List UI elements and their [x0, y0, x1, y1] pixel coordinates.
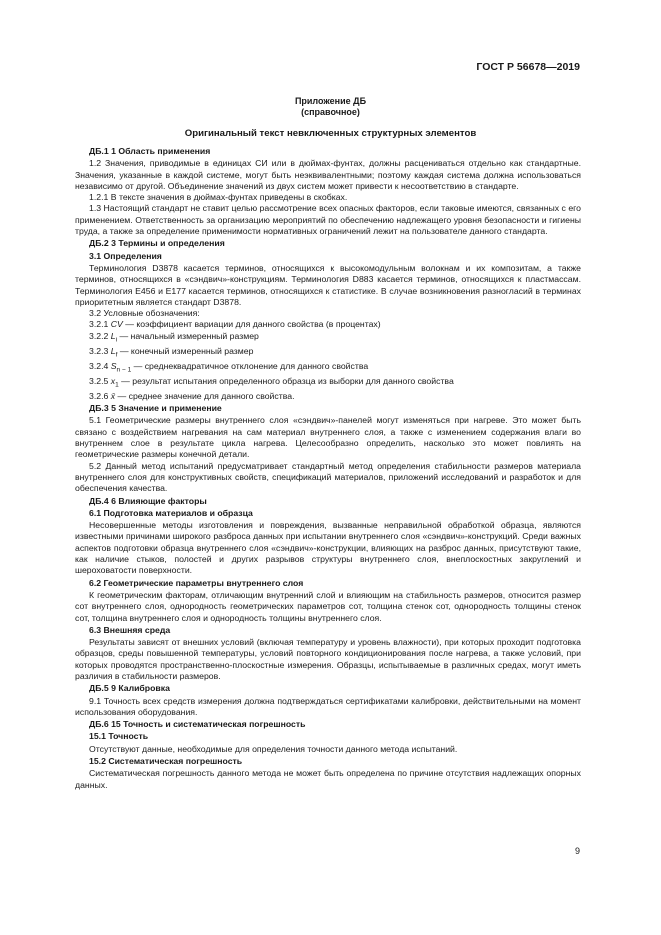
symbol-number: 3.2.6	[89, 390, 109, 401]
symbol: x	[110, 375, 116, 386]
section-heading: ДБ.4 6 Влияющие факторы	[89, 495, 207, 506]
paragraph: Систематическая погрешность данного метода не может быть определена по причине отсутствия надлежащих опорных данных.	[75, 768, 581, 790]
symbol-description: — коэффициент вариации для данного свойства (в процентах)	[122, 319, 381, 330]
annex-subtitle: (справочное)	[301, 107, 360, 117]
symbol-subscript: f	[115, 351, 118, 359]
document-code: ГОСТ Р 56678—2019	[476, 61, 580, 73]
symbol-number: 3.2.4	[89, 360, 109, 371]
annex-main-title: Оригинальный текст невключенных структурных элементов	[184, 128, 477, 139]
symbol-description: — начальный измеренный размер	[117, 330, 259, 341]
paragraph: 1.3 Настоящий стандарт не ставит целью рассмотрение всех опасных факторов, если таковые имеются, связанных с его применением. Ответственность за организацию мероприятий по обеспечению надлежащего уровня безопасности и гигиены труда, а также за определение применимости нормативных ограничений лежит на пользователе данного стандарта.	[75, 203, 581, 237]
paragraph: 5.2 Данный метод испытаний предусматривает стандартный метод определения стабильности размеров материала внутреннего слоя для конструктивных свойств, спецификаций материалов, приложений исследований и разработок и для обеспечения качества.	[75, 460, 581, 494]
paragraph: Результаты зависят от внешних условий (включая температуру и уровень влажности), при которых проходит подготовка образцов, среды повышенной температуры, условий повторного кондиционирования после нагрева, а также условий, при которых проводятся пространственно-плоскостные измерения. Образцы, испытываемые в различных средах, могут иметь различия в стабильности размеров.	[75, 637, 581, 681]
symbol-subscript: n − 1	[116, 366, 132, 374]
paragraph: Несовершенные методы изготовления и повреждения, вызванные неправильной обработкой образца, являются известными причинами широкого разброса данных при испытании внутреннего слоя «сэндвич»-конструкций. Среди важных аспектов подготовки образца внутреннего слоя «сэндвич»-конструкции, влияющих на разброс данных, присутствуют такие, как наличие стыков, полостей и других разрывов структуры внутреннего слоя, внеплоскостных закруглений и шероховатости поверхности.	[75, 520, 581, 576]
paragraph: 5.1 Геометрические размеры внутреннего слоя «сэндвич»-панелей могут изменяться при нагреве. Это может быть связано с воздействием нагревания на сам материал внутреннего слоя, а также с изменением содержания влаги во внутреннем слое в результате цикла нагрева. Целесообразно определить, насколько это может повлиять на геометрические размеры конечной детали.	[75, 415, 581, 460]
section-heading: ДБ.6 15 Точность и систематическая погрешность	[89, 719, 306, 730]
document-body	[75, 146, 581, 791]
paragraph: 3.2 Условные обозначения:	[89, 308, 200, 319]
symbol-definition	[75, 346, 581, 361]
paragraph: 9.1 Точность всех средств измерения должна подтверждаться сертификатами калибровки, действительными на момент использования оборудования.	[75, 695, 581, 717]
symbol-description: — конечный измеренный размер	[117, 345, 254, 356]
paragraph: Отсутствуют данные, необходимые для определения точности данного метода испытаний.	[89, 743, 458, 754]
subsection-heading: 3.1 Определения	[89, 250, 162, 261]
symbol-definition	[75, 331, 581, 346]
symbol-description: — среднеквадратичное отклонение для данного свойства	[131, 360, 369, 371]
symbol-number: 3.2.2	[89, 330, 109, 341]
page-number: 9	[574, 846, 580, 856]
paragraph: 1.2.1 В тексте значения в дюймах-фунтах приведены в скобках.	[89, 192, 348, 203]
symbol-definition	[75, 319, 581, 330]
section-heading: ДБ.3 5 Значение и применение	[89, 403, 222, 414]
section-heading: ДБ.1 1 Область применения	[89, 146, 211, 156]
paragraph: К геометрическим факторам, отличающим внутренний слой и влияющим на стабильность размеров, относится размер сот внутреннего слоя, однородность геометрических параметров сот, толщина стенок сот, однородность толщины стенок сот, толщина внутреннего слоя и однородность толщины внутреннего слоя.	[75, 589, 581, 623]
symbol: L	[110, 330, 116, 341]
symbol-number: 3.2.3	[89, 345, 109, 356]
subsection-heading: 15.2 Систематическая погрешность	[89, 756, 243, 767]
symbol-definition	[75, 376, 581, 391]
symbol: CV	[110, 319, 123, 330]
symbol: L	[110, 345, 116, 356]
symbol-definition	[75, 361, 581, 376]
symbol-definition	[75, 391, 581, 402]
symbol-subscript: 1	[115, 381, 119, 389]
section-heading: ДБ.2 3 Термины и определения	[89, 238, 225, 249]
subsection-heading: 6.1 Подготовка материалов и образца	[89, 507, 253, 518]
symbol-subscript: i	[115, 336, 118, 344]
symbol-number: 3.2.1	[89, 319, 109, 330]
section-heading: ДБ.5 9 Калибровка	[89, 683, 170, 694]
symbol-number: 3.2.5	[89, 375, 109, 386]
symbol-description: — среднее значение для данного свойства.	[115, 390, 295, 401]
symbol-description: — результат испытания определенного образца из выборки для данного свойства	[118, 375, 454, 386]
annex-title: Приложение ДБ	[294, 96, 367, 106]
paragraph: Терминология D3878 касается терминов, относящихся к высокомодульным волокнам и их композитам, а также терминов, относящихся в «сэндвич»-конструкциям. Терминология D883 касается терминов, относящихся к пластмассам. Терминология E456 и E177 касается терминов, относящихся к статистике. В случае возникновения разногласий в терминах приоритетным является стандарт D3878.	[75, 262, 581, 307]
subsection-heading: 6.3 Внешняя среда	[89, 624, 171, 635]
subsection-heading: 6.2 Геометрические параметры внутреннего слоя	[89, 577, 304, 588]
symbol: S	[110, 360, 117, 371]
paragraph: 1.2 Значения, приводимые в единицах СИ или в дюймах-фунтах, должны расцениваться отдельно как стандартные. Значения, указанные в каждой системе, могут быть неэквивалентными; поэтому каждая система должна использоваться независимо от другой. Объединение значений из двух систем может привести к несоответствию в стандарте.	[75, 158, 581, 191]
annex-heading	[0, 96, 661, 118]
subsection-heading: 15.1 Точность	[89, 731, 149, 742]
symbol: x̄	[110, 390, 116, 401]
